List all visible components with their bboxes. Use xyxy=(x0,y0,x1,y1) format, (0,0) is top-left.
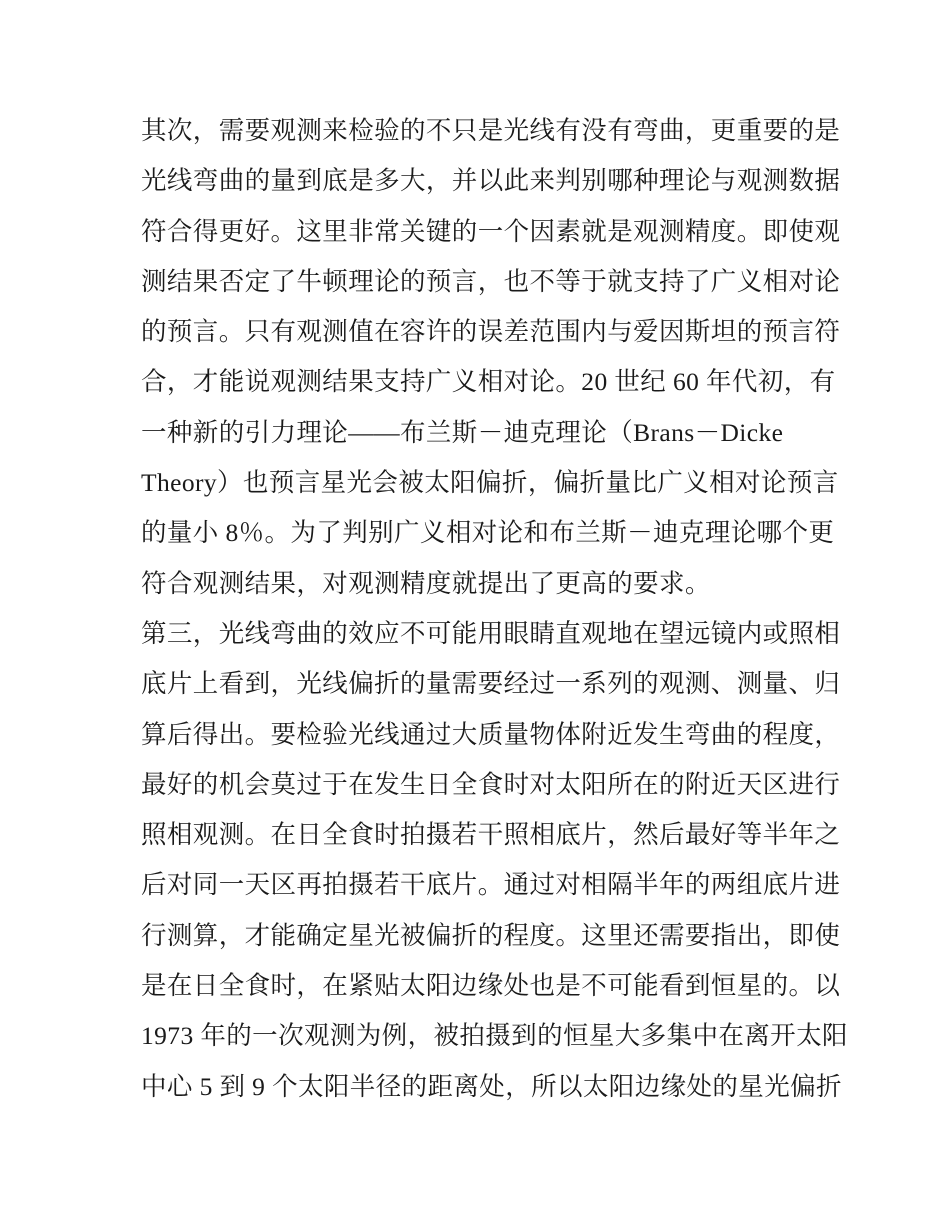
text-line: Theory）也预言星光会被太阳偏折，偏折量比广义相对论预言 xyxy=(141,468,839,498)
text-line: 中心 5 到 9 个太阳半径的距离处，所以太阳边缘处的星光偏折 xyxy=(141,1071,842,1101)
text-line: 后对同一天区再拍摄若干底片。通过对相隔半年的两组底片进 xyxy=(141,870,841,900)
text-line: 算后得出。要检验光线通过大质量物体附近发生弯曲的程度， xyxy=(141,719,841,749)
text-line: 一种新的引力理论——布兰斯－迪克理论（Brans－Dicke xyxy=(141,417,784,447)
text-line: 的量小 8％。为了判别广义相对论和布兰斯－迪克理论哪个更 xyxy=(141,518,835,548)
text-line: 最好的机会莫过于在发生日全食时对太阳所在的附近天区进行 xyxy=(141,769,841,799)
text-line: 合，才能说观测结果支持广义相对论。20 世纪 60 年代初，有 xyxy=(141,367,836,397)
body-text xyxy=(141,106,848,1112)
text-line: 行测算，才能确定星光被偏折的程度。这里还需要指出，即使 xyxy=(141,920,841,950)
text-line: 是在日全食时，在紧贴太阳边缘处也是不可能看到恒星的。以 xyxy=(141,971,841,1001)
text-line: 符合得更好。这里非常关键的一个因素就是观测精度。即使观 xyxy=(141,216,841,246)
text-line: 第三，光线弯曲的效应不可能用眼睛直观地在望远镜内或照相 xyxy=(141,618,841,648)
text-line: 光线弯曲的量到底是多大，并以此来判别哪种理论与观测数据 xyxy=(141,166,841,196)
text-line: 1973 年的一次观测为例，被拍摄到的恒星大多集中在离开太阳 xyxy=(141,1021,848,1051)
text-line: 的预言。只有观测值在容许的误差范围内与爱因斯坦的预言符 xyxy=(141,317,841,347)
text-line: 照相观测。在日全食时拍摄若干照相底片，然后最好等半年之 xyxy=(141,820,841,850)
text-line: 底片上看到，光线偏折的量需要经过一系列的观测、测量、归 xyxy=(141,669,841,699)
text-line: 测结果否定了牛顿理论的预言，也不等于就支持了广义相对论 xyxy=(141,266,841,296)
text-line: 其次，需要观测来检验的不只是光线有没有弯曲，更重要的是 xyxy=(141,116,841,145)
text-line: 符合观测结果，对观测精度就提出了更高的要求。 xyxy=(141,568,711,598)
